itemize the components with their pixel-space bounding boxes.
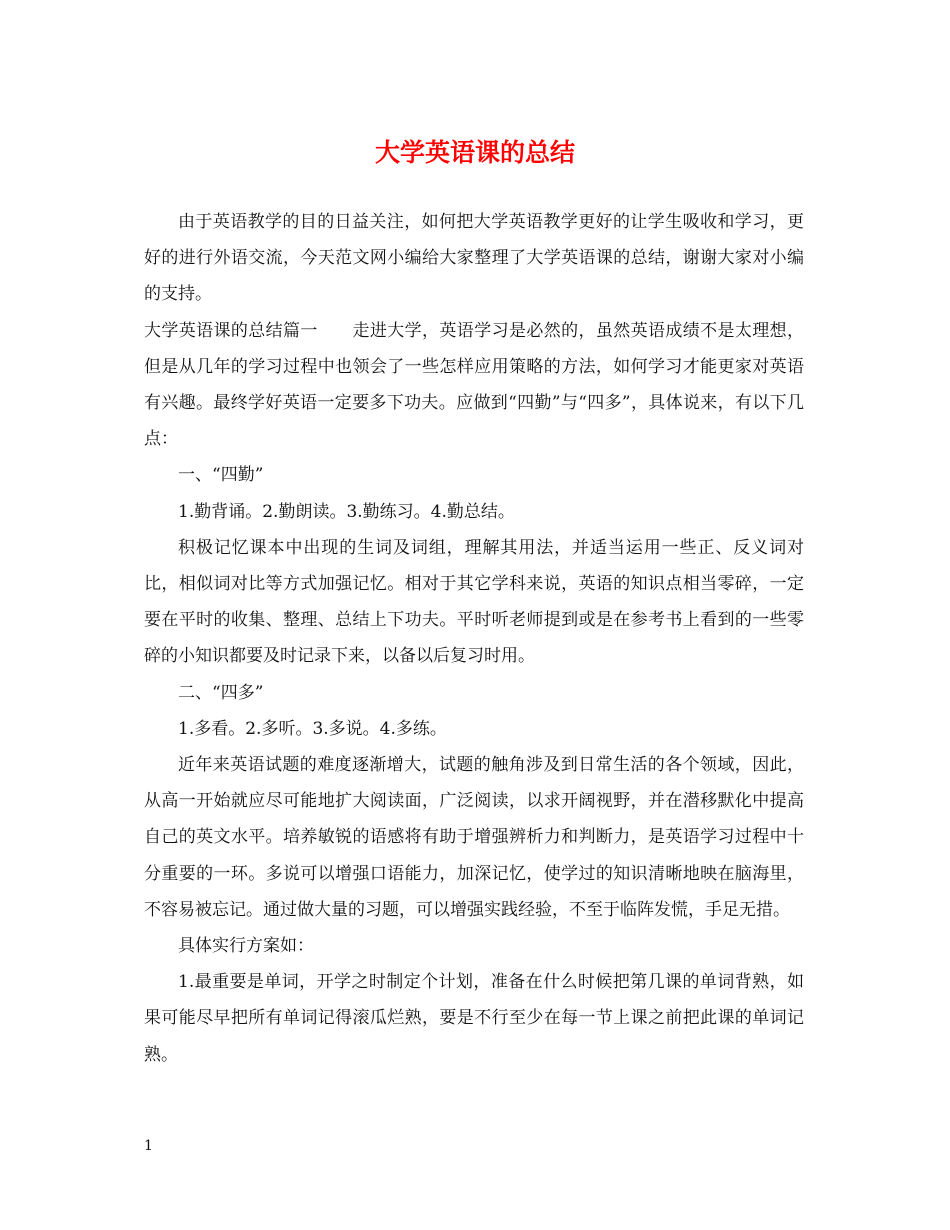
section-one-paragraph: 大学英语课的总结篇一 走进大学，英语学习是必然的，虽然英语成绩不是太理想，但是从几年的学习过程中也领会了一些怎样应用策略的方法，如何学习才能更家对英语有兴趣。最终学好英语一定要多下功夫。应做到“四勤”与“四多”，具体说来，有以下几点： — [144, 320, 804, 450]
four-diligences-heading: 一、“四勤” — [178, 465, 264, 486]
plan-heading: 具体实行方案如： — [178, 936, 314, 957]
document-body — [144, 204, 804, 1073]
memory-paragraph: 积极记忆课本中出现的生词及词组，理解其用法，并适当运用一些正、反义词对比，相似词对比等方式加强记忆。相对于其它学科来说，英语的知识点相当零碎，一定要在平时的收集、整理、总结上下功夫。平时听老师提到或是在参考书上看到的一些零碎的小知识都要及时记录下来，以备以后复习时用。 — [144, 537, 804, 667]
intro-paragraph: 由于英语教学的目的日益关注，如何把大学英语教学更好的让学生吸收和学习，更好的进行外语交流，今天范文网小编给大家整理了大学英语课的总结，谢谢大家对小编的支持。 — [144, 212, 804, 305]
document-title: 大学英语课的总结 — [374, 138, 575, 167]
page-number: 1 — [144, 1138, 153, 1154]
four-mores-list: 1.多看。2.多听。3.多说。4.多练。 — [178, 718, 447, 739]
vocabulary-paragraph: 1.最重要是单词，开学之时制定个计划，准备在什么时候把第几课的单词背熟，如果可能尽早把所有单词记得滚瓜烂熟，要是不行至少在每一节上课之前把此课的单词记熟。 — [144, 972, 804, 1065]
reading-paragraph: 近年来英语试题的难度逐渐增大，试题的触角涉及到日常生活的各个领域，因此，从高一开始就应尽可能地扩大阅读面，广泛阅读，以求开阔视野，并在潜移默化中提高自己的英文水平。培养敏锐的语感将有助于增强辨析力和判断力，是英语学习过程中十分重要的一环。多说可以增强口语能力，加深记忆，使学过的知识清晰地映在脑海里，不容易被忘记。通过做大量的习题，可以增强实践经验，不至于临阵发慌，手足无措。 — [144, 755, 804, 920]
four-mores-heading: 二、“四多” — [178, 682, 264, 703]
four-diligences-list: 1.勤背诵。2.勤朗读。3.勤练习。4.勤总结。 — [178, 501, 515, 522]
